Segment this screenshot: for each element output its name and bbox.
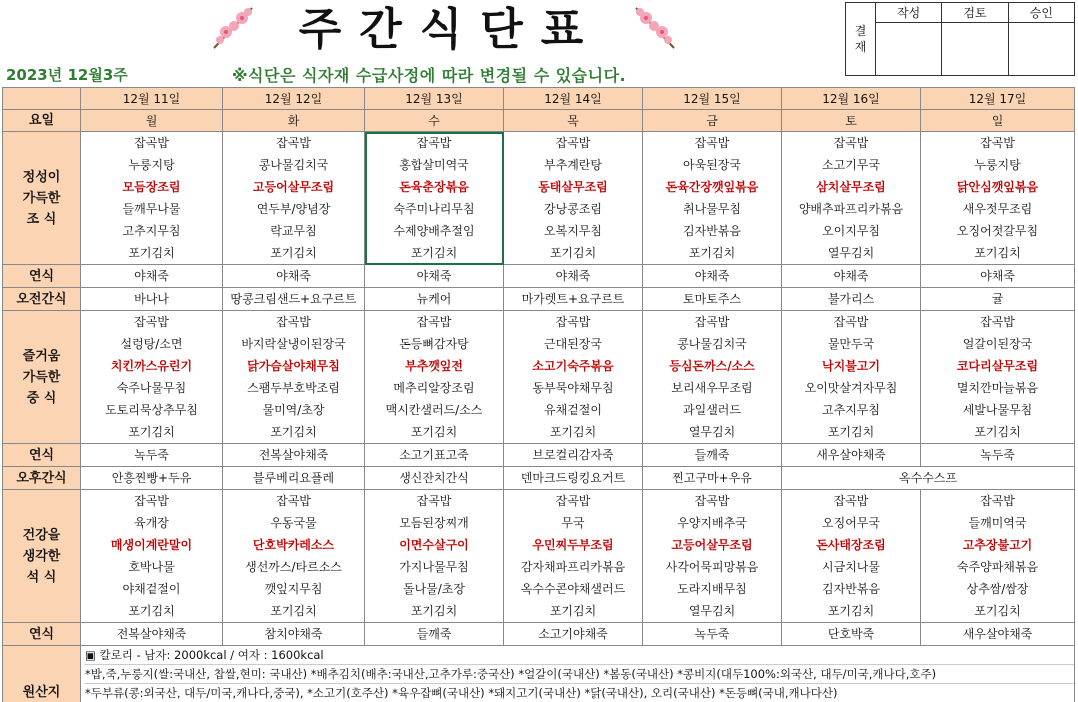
meal-row [3, 288, 1075, 311]
menu-item: 치킨까스유린기 [110, 359, 193, 373]
menu-item: 잡곡밥 [980, 315, 1015, 329]
menu-item: 물미역/초장 [262, 403, 325, 417]
menu-cell[interactable]: 소고기표고죽 [365, 444, 504, 467]
menu-item: 잡곡밥 [980, 494, 1015, 508]
menu-item: 잡곡밥 [134, 494, 169, 508]
menu-item: 바지락살냉이된장국 [241, 337, 346, 351]
menu-item: 연두부/양념장 [256, 202, 331, 216]
menu-item: 사각어묵피망볶음 [665, 560, 759, 574]
menu-item: 소고기숙주볶음 [532, 359, 614, 373]
menu-item: 등심돈까스/소스 [669, 359, 755, 373]
menu-item: 돈사태장조림 [816, 538, 886, 552]
menu-item: 잡곡밥 [980, 136, 1015, 150]
menu-item: 과일샐러드 [683, 403, 741, 417]
menu-item: 들깨미역국 [968, 516, 1027, 530]
menu-item: 닭가슴살야채무침 [247, 359, 340, 373]
menu-item: 포기김치 [549, 425, 597, 439]
menu-item: 포기김치 [410, 246, 458, 260]
menu-item: 도토리묵상추무침 [105, 403, 198, 417]
notice-text: ※식단은 식자재 수급사정에 따라 변경될 수 있습니다. [232, 66, 627, 85]
menu-item: 낙지불고기 [822, 359, 880, 373]
meal-row [3, 444, 1075, 467]
menu-item: 숙주나물무침 [116, 381, 187, 395]
menu-cell[interactable] [365, 490, 504, 623]
menu-item: 우동국물 [270, 516, 317, 530]
menu-item: 맥시칸샐러드/소스 [385, 403, 483, 417]
menu-item: 돈육춘장볶음 [399, 180, 469, 194]
menu-item: 포기김치 [128, 425, 175, 439]
menu-cell[interactable] [81, 132, 223, 265]
menu-cell[interactable]: 단호박죽 [782, 623, 921, 646]
menu-item: 들깨무나물 [122, 202, 181, 216]
day-cell[interactable]: 일 [921, 110, 1075, 132]
menu-item: 멸치깐마늘볶음 [956, 381, 1039, 395]
info-line: ▣ 칼로리 - 남자: 2000kcal / 여자 : 1600kcal [85, 646, 1074, 665]
menu-cell[interactable] [365, 311, 504, 444]
menu-item: 잡곡밥 [416, 315, 452, 329]
menu-item: 포기김치 [974, 425, 1021, 439]
menu-item: 포기김치 [270, 604, 317, 618]
menu-cell[interactable] [504, 311, 643, 444]
menu-item: 잡곡밥 [276, 494, 311, 508]
menu-item: 김자반볶음 [822, 582, 880, 596]
date-row [3, 88, 1075, 110]
origin-info [81, 646, 1075, 702]
date-cell[interactable]: 12월 17일 [921, 88, 1075, 110]
menu-item: 열무김치 [688, 604, 736, 618]
menu-item: 잡곡밥 [694, 315, 730, 329]
menu-item: 오복지무침 [544, 224, 602, 238]
menu-item: 잡곡밥 [555, 315, 591, 329]
menu-cell[interactable]: 야채죽 [223, 265, 365, 288]
menu-item: 소고기무국 [822, 158, 880, 172]
menu-cell[interactable] [921, 311, 1075, 444]
origin-label: 원산지 [3, 646, 81, 702]
menu-cell[interactable]: 귤 [921, 288, 1075, 311]
approval-col-approve: 승인 [1008, 3, 1074, 23]
menu-cell[interactable]: 새우살야채죽 [782, 444, 921, 467]
menu-item: 열무김치 [827, 246, 875, 260]
menu-cell[interactable] [81, 490, 223, 623]
menu-cell[interactable] [643, 132, 782, 265]
day-cell[interactable]: 월 [81, 110, 223, 132]
menu-item: 닭안심깻잎볶음 [956, 180, 1039, 194]
menu-cell[interactable]: 들깨죽 [365, 623, 504, 646]
menu-cell[interactable] [223, 132, 365, 265]
menu-cell[interactable]: 생신잔치간식 [365, 467, 504, 490]
menu-cell[interactable] [782, 490, 921, 623]
week-label: 2023년 12월3주 [6, 66, 128, 84]
menu-cell[interactable] [643, 311, 782, 444]
menu-cell[interactable] [504, 132, 643, 265]
menu-item: 잡곡밥 [276, 315, 311, 329]
menu-cell[interactable] [921, 132, 1075, 265]
menu-item: 단호박카레소스 [252, 538, 335, 552]
approval-sign-write[interactable] [876, 23, 942, 76]
cherry-blossom-icon-left [212, 4, 258, 50]
menu-item: 동태살무조림 [538, 180, 608, 194]
menu-cell[interactable]: 옥수수스프 [782, 467, 1075, 490]
meal-label: 오전간식 [3, 288, 81, 311]
day-cell[interactable]: 금 [643, 110, 782, 132]
menu-item: 도라지배무침 [677, 582, 747, 596]
day-cell[interactable]: 목 [504, 110, 643, 132]
date-cell[interactable]: 12월 16일 [782, 88, 921, 110]
menu-item: 락교무침 [270, 224, 317, 238]
menu-item: 잡곡밥 [833, 494, 869, 508]
meal-label: 연식 [3, 444, 81, 467]
menu-item: 숙주미나리무침 [393, 202, 475, 216]
day-label: 요일 [3, 110, 81, 132]
menu-cell[interactable] [223, 311, 365, 444]
meal-label: 건강을 생각한 석 식 [3, 490, 81, 623]
menu-item: 유채겉절이 [544, 403, 602, 417]
menu-item: 열무김치 [688, 425, 736, 439]
menu-item: 잡곡밥 [694, 494, 730, 508]
menu-item: 양배추파프리카볶음 [798, 202, 904, 216]
menu-cell[interactable]: 야채죽 [365, 265, 504, 288]
menu-item: 무국 [561, 516, 585, 530]
menu-item: 모듬된장찌개 [399, 516, 469, 530]
day-cell[interactable]: 수 [365, 110, 504, 132]
menu-item: 잡곡밥 [416, 494, 452, 508]
info-line: *두부류(콩:외국산, 대두/미국,캐나다,중국), *소고기(호주산) *육우잡뼈(국내산) *돼지고기(국내산) *닭(국내산), 오리(국내산) *돈등뼈(국내,캐나다산) [85, 684, 1074, 702]
menu-item: 수제양배추절임 [393, 224, 475, 238]
menu-item: 돈육간장깻잎볶음 [665, 180, 759, 194]
day-row [3, 110, 1075, 132]
menu-item: 오징어젓갈무침 [956, 224, 1039, 238]
menu-item: 삼치살무조림 [816, 180, 886, 194]
menu-item: 잡곡밥 [833, 136, 869, 150]
menu-cell[interactable] [365, 132, 504, 265]
day-cell[interactable]: 토 [782, 110, 921, 132]
menu-item: 보리새우무조림 [671, 381, 753, 395]
approval-col-write: 작성 [876, 3, 942, 23]
menu-cell[interactable] [504, 490, 643, 623]
menu-item: 고추지무침 [122, 224, 181, 238]
menu-cell[interactable]: 전복살야채죽 [81, 623, 223, 646]
menu-cell[interactable]: 뉴케어 [365, 288, 504, 311]
menu-cell[interactable]: 마가렛트+요구르트 [504, 288, 643, 311]
meal-label: 정성이 가득한 조 식 [3, 132, 81, 265]
menu-item: 감자채파프리카볶음 [520, 560, 626, 574]
menu-table [2, 87, 1075, 702]
menu-item: 생선까스/타르소스 [245, 560, 342, 574]
menu-item: 스팸두부호박조림 [247, 381, 340, 395]
menu-cell[interactable] [643, 490, 782, 623]
menu-cell[interactable]: 녹두죽 [921, 444, 1075, 467]
menu-item: 코다리살무조림 [956, 359, 1039, 373]
menu-cell[interactable]: 야채죽 [504, 265, 643, 288]
menu-item: 취나물무침 [683, 202, 741, 216]
day-cell[interactable]: 화 [223, 110, 365, 132]
menu-cell[interactable]: 안흥찐빵+두유 [81, 467, 223, 490]
menu-item: 포기김치 [827, 604, 875, 618]
approval-sign-approve[interactable] [1008, 23, 1074, 76]
menu-item: 이면수살구이 [399, 538, 469, 552]
menu-item: 호박나물 [128, 560, 175, 574]
menu-cell[interactable]: 토마토주스 [643, 288, 782, 311]
menu-item: 세발나물무침 [962, 403, 1033, 417]
cherry-blossom-icon-right [630, 4, 676, 50]
menu-cell[interactable]: 블루베리요플레 [223, 467, 365, 490]
menu-item: 누룽지탕 [974, 158, 1021, 172]
menu-item: 설렁탕/소면 [120, 337, 183, 351]
approval-label: 결 재 [846, 3, 876, 76]
menu-item: 고추지무침 [822, 403, 880, 417]
menu-cell[interactable]: 땅콩크림샌드+요구르트 [223, 288, 365, 311]
menu-cell[interactable] [782, 132, 921, 265]
menu-cell[interactable]: 녹두죽 [81, 444, 223, 467]
menu-item: 누룽지탕 [128, 158, 175, 172]
menu-item: 포기김치 [827, 425, 875, 439]
menu-item: 우양지배추국 [677, 516, 747, 530]
menu-item: 포기김치 [688, 246, 736, 260]
meal-label: 연식 [3, 623, 81, 646]
menu-item: 잡곡밥 [416, 136, 452, 150]
menu-item: 돌나물/초장 [402, 582, 465, 596]
menu-item: 물만두국 [827, 337, 875, 351]
menu-cell[interactable]: 녹두죽 [643, 623, 782, 646]
menu-cell[interactable]: 야채죽 [81, 265, 223, 288]
menu-item: 포기김치 [410, 604, 458, 618]
menu-item: 콩나물김치국 [677, 337, 747, 351]
menu-item: 고등어살무조림 [252, 180, 335, 194]
menu-item: 홍합살미역국 [399, 158, 469, 172]
menu-cell[interactable]: 소고기야채죽 [504, 623, 643, 646]
menu-item: 돈등뼈감자탕 [399, 337, 469, 351]
menu-cell[interactable]: 야채죽 [921, 265, 1075, 288]
menu-item: 잡곡밥 [694, 136, 730, 150]
menu-item: 상추쌈/쌈장 [966, 582, 1029, 596]
menu-cell[interactable]: 들깨죽 [643, 444, 782, 467]
menu-item: 옥수수콘야채샐러드 [520, 582, 626, 596]
menu-item: 우민찌두부조림 [532, 538, 614, 552]
approval-col-review: 검토 [942, 3, 1008, 23]
date-cell[interactable]: 12월 13일 [365, 88, 504, 110]
menu-cell[interactable] [782, 311, 921, 444]
menu-item: 고추장불고기 [962, 538, 1033, 552]
menu-cell[interactable]: 참치야채죽 [223, 623, 365, 646]
menu-item: 오이지무침 [822, 224, 880, 238]
approval-box [845, 2, 1075, 76]
menu-item: 잡곡밥 [276, 136, 311, 150]
menu-item: 얼갈이된장국 [962, 337, 1033, 351]
menu-item: 가지나물무침 [399, 560, 469, 574]
date-cell[interactable]: 12월 15일 [643, 88, 782, 110]
meal-row [3, 311, 1075, 444]
date-cell[interactable]: 12월 14일 [504, 88, 643, 110]
menu-item: 포기김치 [549, 604, 597, 618]
menu-item: 포기김치 [974, 604, 1021, 618]
meal-label: 즐거움 가득한 중 식 [3, 311, 81, 444]
meal-label: 연식 [3, 265, 81, 288]
date-cell[interactable]: 12월 11일 [81, 88, 223, 110]
meal-row [3, 490, 1075, 623]
menu-item: 부추깻잎전 [405, 359, 463, 373]
menu-item: 근대된장국 [544, 337, 602, 351]
menu-item: 모듬장조림 [122, 180, 181, 194]
menu-item: 포기김치 [128, 246, 175, 260]
menu-cell[interactable]: 야채죽 [782, 265, 921, 288]
date-cell[interactable]: 12월 12일 [223, 88, 365, 110]
menu-item: 숙주양파채볶음 [956, 560, 1039, 574]
menu-cell[interactable]: 찐고구마+우유 [643, 467, 782, 490]
menu-item: 깻잎지무침 [264, 582, 323, 596]
menu-cell[interactable] [81, 311, 223, 444]
meal-row [3, 467, 1075, 490]
menu-item: 콩나물김치국 [258, 158, 329, 172]
menu-item: 김자반볶음 [683, 224, 741, 238]
corner-cell [3, 88, 81, 110]
menu-item: 고등어살무조림 [671, 538, 753, 552]
menu-item: 동부묵야채무침 [532, 381, 614, 395]
menu-cell[interactable]: 불가리스 [782, 288, 921, 311]
menu-item: 포기김치 [128, 604, 175, 618]
menu-item: 아욱된장국 [683, 158, 741, 172]
menu-item: 잡곡밥 [134, 136, 169, 150]
meal-row [3, 132, 1075, 265]
origin-row [3, 646, 1075, 702]
menu-cell[interactable]: 바나나 [81, 288, 223, 311]
menu-cell[interactable]: 덴마크드링킹요거트 [504, 467, 643, 490]
menu-item: 포기김치 [270, 246, 317, 260]
menu-item: 부추계란탕 [544, 158, 602, 172]
menu-item: 육개장 [134, 516, 169, 530]
meal-label: 오후간식 [3, 467, 81, 490]
menu-item: 잡곡밥 [555, 136, 591, 150]
menu-item: 매생이계란말이 [110, 538, 193, 552]
menu-cell[interactable]: 전복살야채죽 [223, 444, 365, 467]
menu-cell[interactable]: 야채죽 [643, 265, 782, 288]
menu-item: 새우젓무조림 [962, 202, 1033, 216]
menu-cell[interactable]: 브로컬리감자죽 [504, 444, 643, 467]
menu-cell[interactable] [921, 490, 1075, 623]
menu-item: 메추리알장조림 [393, 381, 475, 395]
menu-item: 잡곡밥 [555, 494, 591, 508]
menu-item: 포기김치 [270, 425, 317, 439]
approval-sign-review[interactable] [942, 23, 1008, 76]
menu-item: 오이맛살겨자무침 [804, 381, 898, 395]
menu-item: 포기김치 [410, 425, 458, 439]
page-title: 주간식단표 [298, 4, 602, 55]
info-line: *밥,죽,누룽지(쌀:국내산, 찹쌀,현미: 국내산) *배추김치(배추:국내산,고추가루:중국산) *얼갈이(국내산) *봄동(국내산) *콩비지(대두100%:외국산, 대두/미국,캐나다,호주) [85, 665, 1074, 684]
menu-item: 잡곡밥 [134, 315, 169, 329]
menu-cell[interactable]: 새우살야채죽 [921, 623, 1075, 646]
menu-item: 포기김치 [549, 246, 597, 260]
menu-item: 잡곡밥 [833, 315, 869, 329]
menu-cell[interactable] [223, 490, 365, 623]
menu-item: 포기김치 [974, 246, 1021, 260]
meal-row [3, 623, 1075, 646]
menu-item: 시금치나물 [822, 560, 880, 574]
menu-item: 오징어무국 [822, 516, 880, 530]
meal-row [3, 265, 1075, 288]
menu-item: 강낭콩조림 [544, 202, 602, 216]
menu-item: 야채겉절이 [122, 582, 181, 596]
